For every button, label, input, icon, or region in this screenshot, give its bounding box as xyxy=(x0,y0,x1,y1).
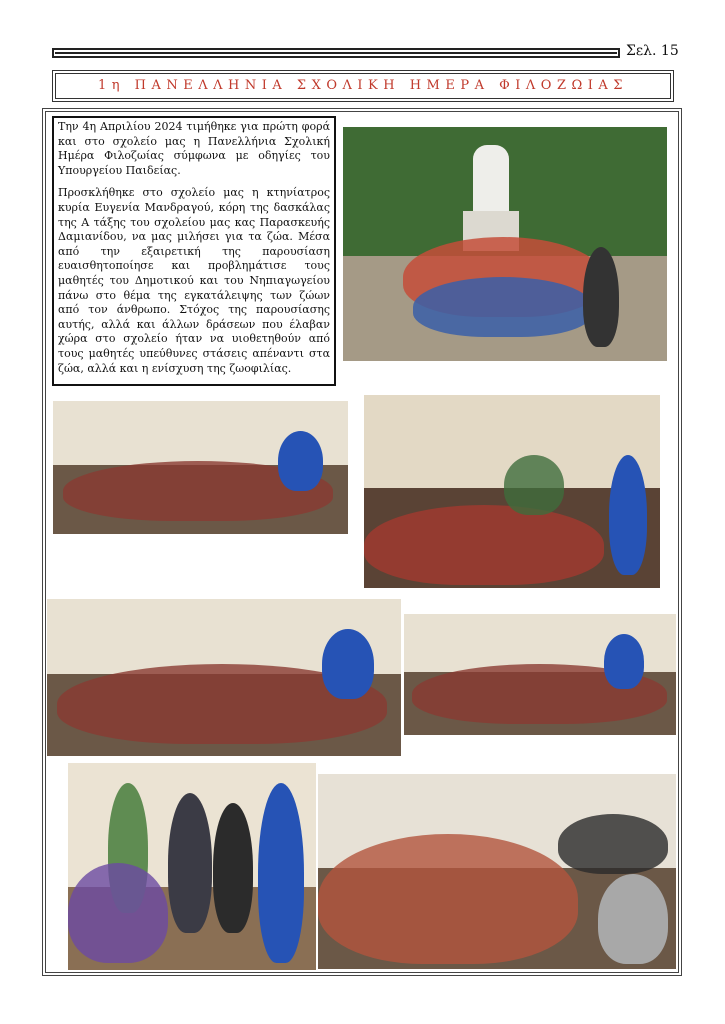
page-title: 1η ΠΑΝΕΛΛΗΝΙΑ ΣΧΟΛΙΚΗ ΗΜΕΡΑ ΦΙΛΟΖΩΙΑΣ xyxy=(97,78,628,93)
classroom-photo-4 xyxy=(404,614,676,735)
classroom-photo-5 xyxy=(318,774,676,969)
title-box xyxy=(52,70,674,102)
group-photo-outdoor xyxy=(343,127,667,361)
teachers-photo xyxy=(68,763,316,970)
classroom-photo-2 xyxy=(364,395,660,588)
article-text-box xyxy=(52,116,336,386)
classroom-photo-1 xyxy=(53,401,348,534)
page-number: Σελ. 15 xyxy=(626,43,679,59)
article-paragraph: Προσκλήθηκε στο σχολείο μας η κτηνίατρος κυρία Ευγενία Μανδραγού, κόρη της δασκάλας της Α τάξης του σχολείου μας κας Παρασκευής Δαμιανίδου, να μας μιλήσει για τα ζώα. Μέσα από την εξαιρετική της παρουσίαση ευαισθητοποίησε και προβλημάτισε τους μαθητές του Δημοτικού και του Νηπιαγωγείου πάνω στο θέμα της εγκατάλειψης των ζώων από τον άνθρωπο. Στόχος της παρουσίασης αυτής, αλλά και άλλων δράσεων που έλαβαν χώρα στο σχολείο ήταν να υιοθετηθούν από τους μαθητές υπεύθυνες στάσεις απέναντι στα ζώα, αλλά και η ενίσχυση της ζωοφιλίας. xyxy=(58,186,330,375)
header-rule xyxy=(52,48,620,58)
article-paragraph: Την 4η Απριλίου 2024 τιμήθηκε για πρώτη φορά και στο σχολείο μας η Πανελλήνια Σχολική Ημέρα Φιλοζωίας σύμφωνα με οδηγίες του Υπουργείου Παιδείας. xyxy=(58,120,330,177)
classroom-photo-3 xyxy=(47,599,401,756)
